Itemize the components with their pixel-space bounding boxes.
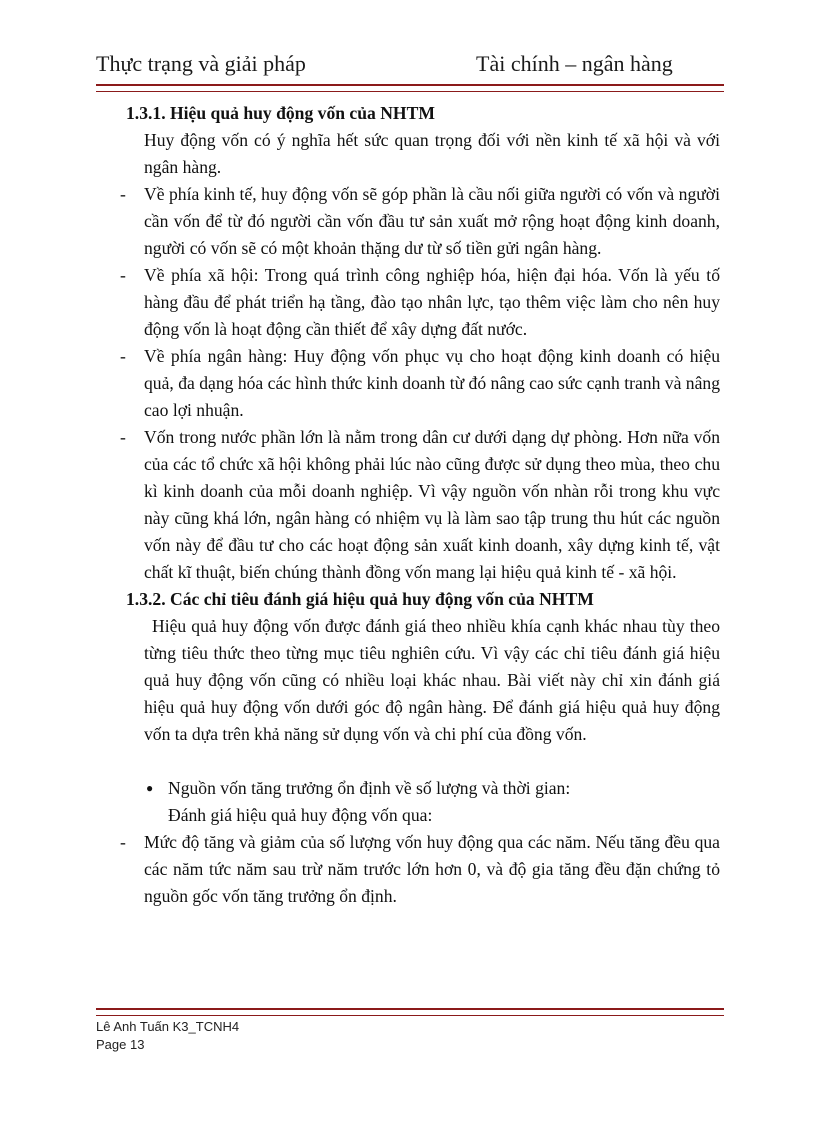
page-body — [120, 100, 720, 910]
list-item — [120, 424, 720, 586]
list-item — [120, 181, 720, 262]
page-header — [96, 48, 724, 82]
header-rule — [96, 84, 724, 92]
list-item — [120, 829, 720, 910]
bullet-item-text: Nguồn vốn tăng trưởng ổn định về số lượng và thời gian: — [168, 778, 571, 798]
list-item-text: Vốn trong nước phần lớn là nằm trong dân cư dưới dạng dự phòng. Hơn nữa vốn của các tổ chức xã hội không phải lúc nào cũng được sử dụng theo mùa, theo chu kì kinh doanh của mỗi doanh nghiệp. Vì vậy nguồn vốn nhàn rỗi trong khu vực này cũng khá lớn, ngân hàng có nhiệm vụ là làm sao tập trung thu hút các nguồn vốn này để đầu tư cho các hoạt động sản xuất kinh doanh, xây dựng kinh tế, vật chất kĩ thuật, biến chúng thành đồng vốn mang lại hiệu quả kinh tế - xã hội. — [144, 427, 720, 582]
dash-marker: - — [120, 832, 126, 852]
list-item-text: Về phía kinh tế, huy động vốn sẽ góp phần là cầu nối giữa người có vốn và người cần vốn để từ đó người cần vốn đầu tư sản xuất mở rộng hoạt động kinh doanh, người có vốn sẽ có một khoản thặng dư từ số tiền gửi ngân hàng. — [144, 184, 720, 258]
header-left-title: Thực trạng và giải pháp — [96, 51, 306, 76]
bullet-item — [146, 775, 720, 802]
page-footer — [96, 1018, 239, 1054]
section-heading-1-3-1: 1.3.1. Hiệu quả huy động vốn của NHTM — [126, 103, 435, 123]
footer-author: Lê Anh Tuấn K3_TCNH4 — [96, 1019, 240, 1034]
dash-marker: - — [120, 265, 126, 285]
dash-marker: - — [120, 184, 126, 204]
dash-marker: - — [120, 427, 126, 447]
list-item — [120, 343, 720, 424]
section-1-intro: Huy động vốn có ý nghĩa hết sức quan trọng đối với nền kinh tế xã hội và với ngân hàng. — [144, 130, 720, 177]
section-heading-1-3-2: 1.3.2. Các chỉ tiêu đánh giá hiệu quả huy động vốn của NHTM — [126, 589, 594, 609]
dash-marker: - — [120, 346, 126, 366]
bullet-icon: ● — [146, 781, 154, 795]
header-right-title: Tài chính – ngân hàng — [476, 51, 673, 76]
bullet-subline: Đánh giá hiệu quả huy động vốn qua: — [168, 805, 433, 825]
list-item-text: Mức độ tăng và giảm của số lượng vốn huy động qua các năm. Nếu tăng đều qua các năm tức năm sau trừ năm trước lớn hơn 0, và độ gia tăng đều đặn chứng tỏ nguồn gốc vốn tăng trưởng ổn định. — [144, 832, 720, 906]
spacer — [126, 748, 720, 775]
footer-page-number: Page 13 — [96, 1037, 145, 1052]
list-item-text: Về phía ngân hàng: Huy động vốn phục vụ cho hoạt động kinh doanh có hiệu quả, đa dạng hóa các hình thức kinh doanh từ đó nâng cao sức cạnh tranh và nâng cao lợi nhuận. — [144, 346, 720, 420]
footer-rule — [96, 1008, 724, 1016]
section-2-intro: Hiệu quả huy động vốn được đánh giá theo nhiều khía cạnh khác nhau tùy theo từng tiêu thức theo từng mục tiêu nghiên cứu. Vì vậy các chỉ tiêu đánh giá hiệu quả huy động vốn cũng có nhiều loại khác nhau. Bài viết này chỉ xin đánh giá hiệu quả huy động vốn dưới góc độ ngân hàng. Để đánh giá hiệu quả huy động vốn ta dựa trên khả năng sử dụng vốn và chi phí của đồng vốn. — [144, 616, 720, 744]
list-item — [120, 262, 720, 343]
list-item-text: Về phía xã hội: Trong quá trình công nghiệp hóa, hiện đại hóa. Vốn là yếu tố hàng đầu để phát triển hạ tầng, đào tạo nhân lực, tạo thêm việc làm cho nên huy động vốn là hoạt động cần thiết để xây dựng đất nước. — [144, 265, 720, 339]
